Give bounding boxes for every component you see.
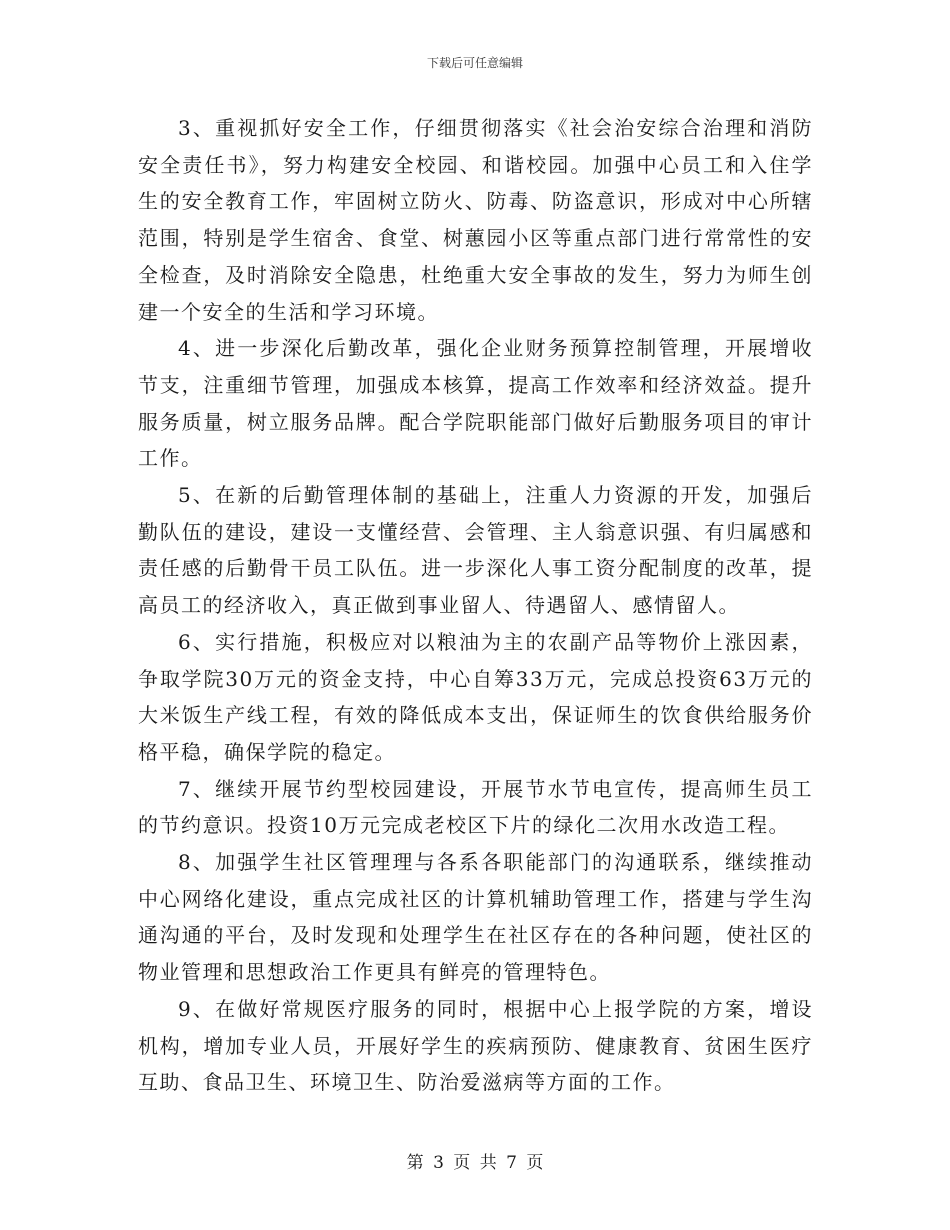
header-note: 下载后可任意编辑 — [426, 56, 523, 70]
paragraph-item-8: 8、加强学生社区管理理与各系各职能部门的沟通联系，继续推动中心网络化建设，重点完成社区的计算机辅助管理工作，搭建与学生沟通沟通的平台，及时发现和处理学生在社区存在的各种问题，使社区的物业管理和思想政治工作更具有鲜亮的管理特色。 — [138, 850, 813, 985]
paragraph-item-7: 7、继续开展节约型校园建设，开展节水节电宣传，提高师生员工的节约意识。投资10万元完成老校区下片的绿化二次用水改造工程。 — [138, 776, 813, 838]
paragraph-item-5: 5、在新的后勤管理体制的基础上，注重人力资源的开发，加强后勤队伍的建设，建设一支懂经营、会管理、主人翁意识强、有归属感和责任感的后勤骨干员工队伍。进一步深化人事工资分配制度的改革，提高员工的经济收入，真正做到事业留人、待遇留人、感情留人。 — [138, 483, 813, 618]
paragraph-item-6: 6、实行措施，积极应对以粮油为主的农副产品等物价上涨因素，争取学院30万元的资金支持，中心自筹33万元，完成总投资63万元的大米饭生产线工程，有效的降低成本支出，保证师生的饮食供给服务价格平稳，确保学院的稳定。 — [138, 629, 813, 764]
page-number: 第 3 页 共 7 页 — [406, 1153, 544, 1173]
paragraph-item-9: 9、在做好常规医疗服务的同时，根据中心上报学院的方案，增设机构，增加专业人员，开展好学生的疾病预防、健康教育、贫困生医疗互助、食品卫生、环境卫生、防治爱滋病等方面的工作。 — [138, 996, 813, 1095]
paragraph-item-4: 4、进一步深化后勤改革，强化企业财务预算控制管理，开展增收节支，注重细节管理，加强成本核算，提高工作效率和经济效益。提升服务质量，树立服务品牌。配合学院职能部门做好后勤服务项目的审计工作。 — [138, 336, 813, 471]
paragraph-item-3: 3、重视抓好安全工作，仔细贯彻落实《社会治安综合治理和消防安全责任书》，努力构建安全校园、和谐校园。加强中心员工和入住学生的安全教育工作，牢固树立防火、防毒、防盗意识，形成对中心所辖范围，特别是学生宿舍、食堂、树蕙园小区等重点部门进行常常性的安全检查，及时消除安全隐患，杜绝重大安全事故的发生，努力为师生创建一个安全的生活和学习环境。 — [138, 116, 813, 324]
document-body — [138, 110, 813, 1101]
